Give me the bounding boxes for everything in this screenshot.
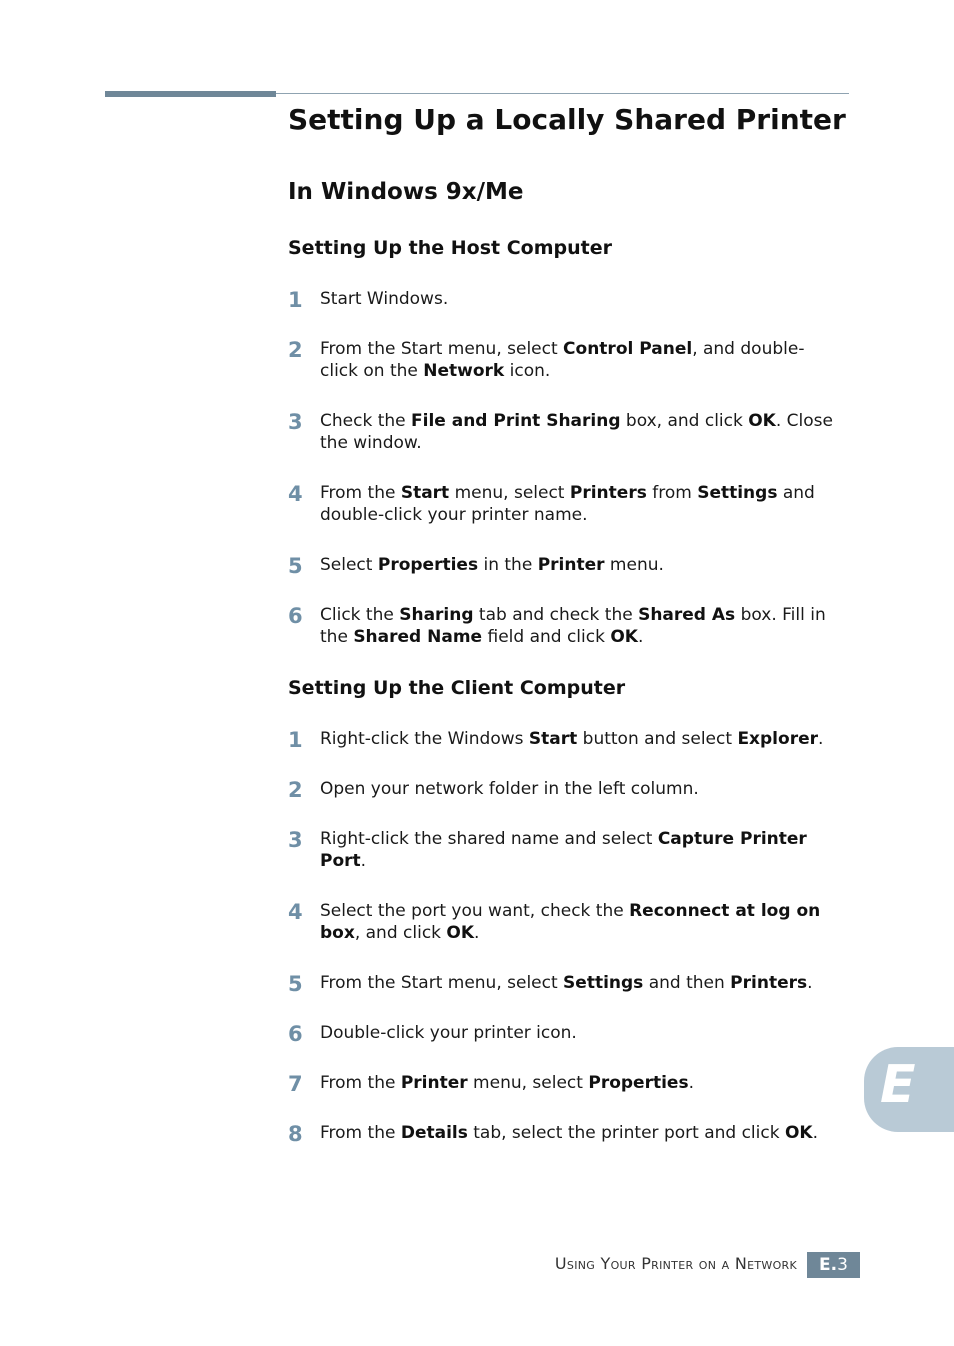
step-number: 3 (288, 410, 303, 434)
step-number: 4 (288, 900, 303, 924)
step-number: 7 (288, 1072, 303, 1096)
footer-page-number: 3 (837, 1255, 848, 1275)
step-text: From the Start menu, select Printers from Settings and double-click your printer name. (320, 483, 815, 525)
footer-section-name: Using Your Printer on a Network (554, 1254, 797, 1273)
step-number: 3 (288, 828, 303, 852)
step-text: Right-click the Windows Start button and select Explorer. (320, 729, 824, 749)
section-title: In Windows 9x/Me (288, 179, 524, 205)
step-number: 6 (288, 604, 303, 628)
step-number: 8 (288, 1122, 303, 1146)
step-text: Click the Sharing tab and check the Shared As box. Fill in the Shared Name field and click OK. (320, 605, 826, 647)
client-subtitle: Setting Up the Client Computer (288, 677, 626, 699)
step-number: 4 (288, 482, 303, 506)
step-text: Check the File and Print Sharing box, and click OK. Close the window. (320, 411, 833, 453)
header-rule-thin (276, 93, 849, 94)
step-number: 5 (288, 972, 303, 996)
step-number: 5 (288, 554, 303, 578)
step-number: 1 (288, 288, 303, 312)
page-title: Setting Up a Locally Shared Printer (288, 103, 846, 136)
step-text: From the Start menu, select Settings and then Printers. (320, 973, 813, 993)
step-text: Double-click your printer icon. (320, 1023, 577, 1043)
step-text: Open your network folder in the left column. (320, 779, 699, 799)
footer-page-prefix: E. (819, 1255, 838, 1275)
appendix-side-tab-letter: E (880, 1055, 916, 1115)
step-text: From the Printer menu, select Properties. (320, 1073, 694, 1093)
step-number: 1 (288, 728, 303, 752)
step-number: 2 (288, 338, 303, 362)
step-text: Start Windows. (320, 289, 449, 309)
host-subtitle: Setting Up the Host Computer (288, 237, 612, 259)
step-number: 2 (288, 778, 303, 802)
header-rule-thick (105, 91, 276, 97)
step-text: From the Start menu, select Control Panel, and double- click on the Network icon. (320, 339, 805, 381)
step-number: 6 (288, 1022, 303, 1046)
footer-page-badge (807, 1252, 860, 1278)
step-text: Select Properties in the Printer menu. (320, 555, 664, 575)
step-text: Right-click the shared name and select Capture Printer Port. (320, 829, 807, 871)
step-text: From the Details tab, select the printer port and click OK. (320, 1123, 818, 1143)
step-text: Select the port you want, check the Reconnect at log on box, and click OK. (320, 901, 821, 943)
